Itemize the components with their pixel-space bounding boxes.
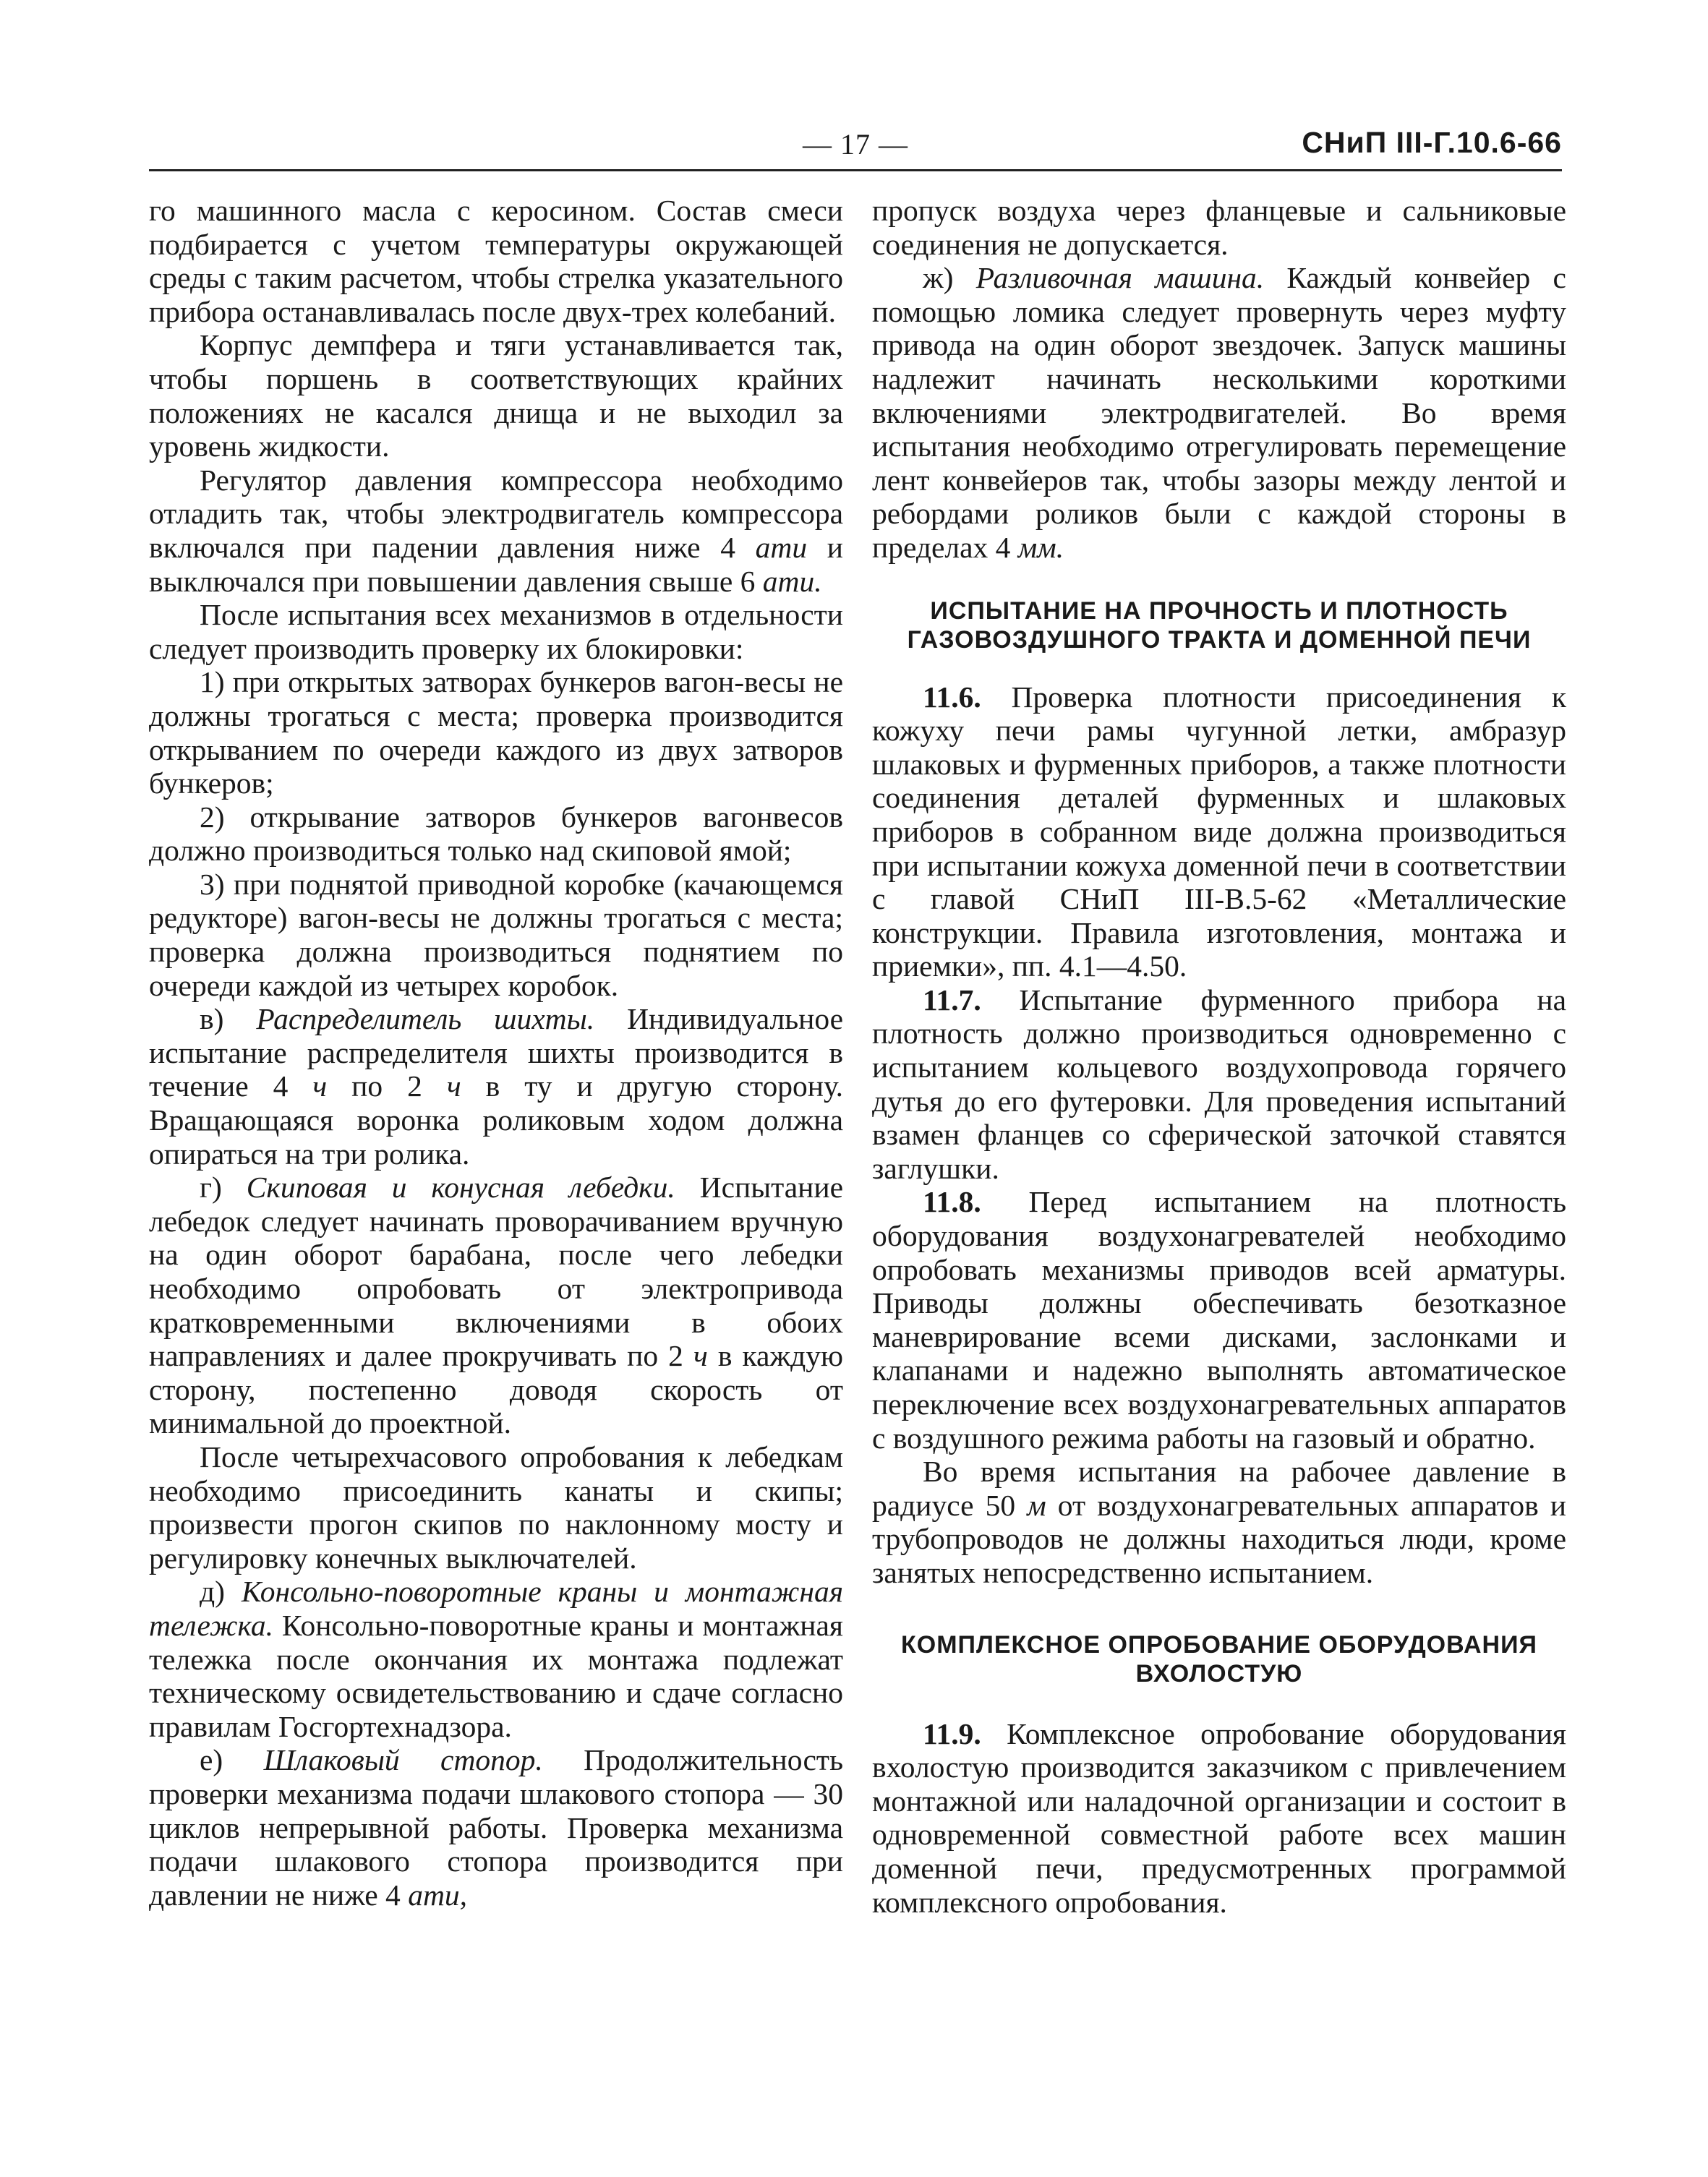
- clause-number: 11.6.: [923, 680, 981, 714]
- clause-number: 11.9.: [923, 1716, 981, 1750]
- subsection-title: Шлаковый стопор.: [263, 1743, 543, 1777]
- clause: 11.6. Проверка плотности присоединения к кожуху печи рамы чугунной летки, амбразур шлаковых и фурменных приборов, а также плотности соединения деталей фурменных и шлаковых приборов в собранном виде должна производиться при испытании кожуха доменной печи в соответствии с главой СНиП III-В.5-62 «Металлические конструкции. Правила изготовления, монтажа и приемки», пп. 4.1—4.50.: [872, 680, 1566, 983]
- paragraph: После четырехчасового опробования к лебедкам необходимо присоединить канаты и скипы; произвести прогон скипов по наклонному мосту и регулировку конечных выключателей.: [149, 1440, 843, 1575]
- paragraph: д) Консольно-поворотные краны и монтажная тележка. Консольно-поворотные краны и монтажная тележка после окончания их монтажа подлежат техническому освидетельствованию и сдаче согласно правилам Госгортехнадзора.: [149, 1575, 843, 1743]
- unit: ати.: [762, 564, 822, 598]
- paragraph: е) Шлаковый стопор. Продолжительность проверки механизма подачи шлакового стопора — 30 циклов непрерывной работы. Проверка механизма подачи шлакового стопора производится при давлении не ниже 4 ати,: [149, 1743, 843, 1912]
- unit: ч: [312, 1069, 328, 1103]
- clause: 11.7. Испытание фурменного прибора на плотность должно производиться одновременно с испытанием кольцевого воздухопровода горячего дутья до его футеровки. Для проведения испытаний взамен фланцев со сферической заточкой ставятся заглушки.: [872, 983, 1566, 1185]
- subsection-title: Скиповая и конусная лебедки.: [246, 1171, 675, 1205]
- paragraph: в) Распределитель шихты. Индивидуальное испытание распределителя шихты производится в течение 4 ч по 2 ч в ту и другую сторону. Вращающаяся воронка роликовым ходом должна опираться на три ролика.: [149, 1002, 844, 1171]
- section-heading: ИСПЫТАНИЕ НА ПРОЧНОСТЬ И ПЛОТНОСТЬ ГАЗОВОЗДУШНОГО ТРАКТА И ДОМЕННОЙ ПЕЧИ: [907, 596, 1532, 654]
- unit: ати: [755, 530, 808, 564]
- list-item: 3) при поднятой приводной коробке (качающемся редукторе) вагон-весы не должны трогаться с места; проверка должна производиться поднятием по очереди каждой из четырех коробок.: [149, 867, 843, 1002]
- paragraph: Регулятор давления компрессора необходимо отладить так, чтобы электродвигатель компрессора включался при падении давления ниже 4 ати и выключался при повышении давления свыше 6 ати.: [149, 463, 843, 598]
- paragraph: ж) Разливочная машина. Каждый конвейер с помощью ломика следует провернуть через муфту привода на один оборот звездочек. Запуск машины надлежит начинать несколькими короткими включениями электродвигателей. Во время испытания необходимо отрегулировать перемещение лент конвейеров так, чтобы зазоры между лентой и ребордами роликов были с каждой стороны в пределах 4 мм.: [872, 261, 1566, 564]
- subsection-title: Распределитель шихты.: [256, 1002, 595, 1036]
- subsection-title: Консольно-поворотные краны и монтажная тележка.: [149, 1575, 843, 1642]
- left-column: [149, 194, 843, 1912]
- clause: 11.8. Перед испытанием на плотность оборудования воздухонагревателей необходимо опробовать механизмы приводов всей арматуры. Приводы должны обеспечивать безотказное маневрирование всеми дисками, заслонками и клапанами и надежно выполнять автоматическое переключение всех воздухонагревательных аппаратов с воздушного режима работы на газовый и обратно.: [872, 1185, 1566, 1455]
- paragraph: Во время испытания на рабочее давление в радиусе 50 м от воздухонагревательных аппаратов и трубопроводов не должны находиться люди, кроме занятых непосредственно испытанием.: [872, 1455, 1566, 1589]
- document-code: СНиП III-Г.10.6-66: [1302, 126, 1562, 159]
- clause: 11.9. Комплексное опробование оборудования вхолостую производится заказчиком с привлечением монтажной или наладочной организации и состоит в одновременной совместной работе всех машин доменной печи, предусмотренных программой комплексного опробования.: [872, 1716, 1566, 1919]
- header-rule: [149, 169, 1562, 171]
- paragraph: После испытания всех механизмов в отдельности следует производить проверку их блокировки:: [149, 598, 843, 665]
- paragraph: Корпус демпфера и тяги устанавливается так, чтобы поршень в соответствующих крайних положениях не касался днища и не выходил за уровень жидкости.: [149, 328, 843, 463]
- right-column: [872, 194, 1566, 1919]
- unit: м: [1027, 1488, 1046, 1522]
- page-number: — 17 —: [803, 128, 908, 161]
- list-item: 2) открывание затворов бункеров вагонвесов должно производиться только над скиповой ямой;: [149, 800, 843, 868]
- page-header: [149, 123, 1562, 168]
- unit: ч: [446, 1069, 461, 1103]
- section-heading: КОМПЛЕКСНОЕ ОПРОБОВАНИЕ ОБОРУДОВАНИЯ ВХОЛОСТУЮ: [901, 1630, 1537, 1688]
- paragraph: го машинного масла с керосином. Состав смеси подбирается с учетом температуры окружающей среды с таким расчетом, чтобы стрелка указательного прибора останавливалась после двух-трех колебаний.: [149, 194, 843, 328]
- unit: ч: [693, 1339, 708, 1373]
- subsection-title: Разливочная машина.: [975, 261, 1265, 295]
- clause-number: 11.8.: [923, 1185, 981, 1219]
- paragraph: г) Скиповая и конусная лебедки. Испытание лебедок следует начинать проворачиванием вручную на один оборот барабана, после чего лебедки необходимо опробовать от электропривода кратковременными включениями в обоих направлениях и далее прокручивать по 2 ч в каждую сторону, постепенно доводя скорость от минимальной до проектной.: [149, 1171, 844, 1440]
- list-item: 1) при открытых затворах бункеров вагон-весы не должны трогаться с места; проверка производится открыванием по очереди каждого из двух затворов бункеров;: [149, 665, 843, 800]
- paragraph: пропуск воздуха через фланцевые и сальниковые соединения не допускается.: [872, 194, 1566, 261]
- unit: ати,: [408, 1878, 468, 1912]
- unit: мм.: [1017, 530, 1064, 564]
- clause-number: 11.7.: [923, 983, 981, 1017]
